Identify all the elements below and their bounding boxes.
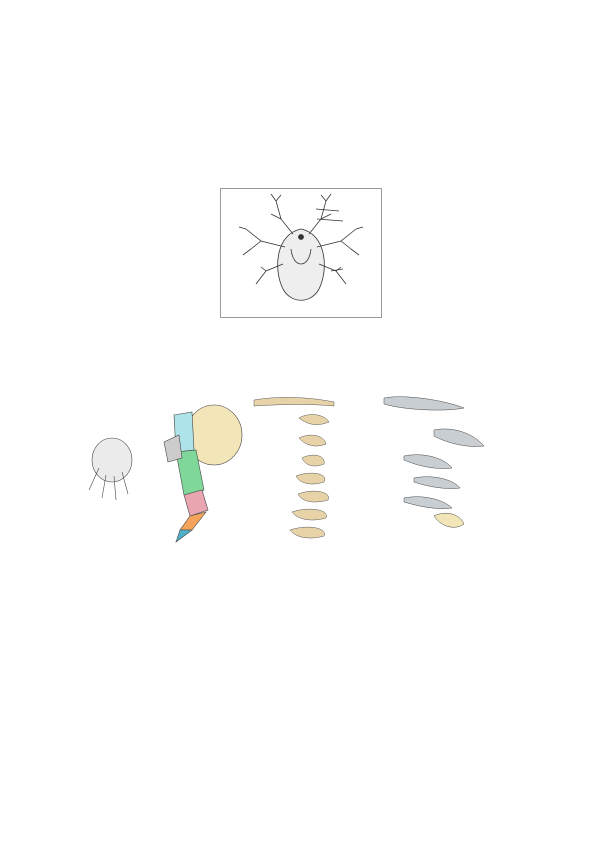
figure-apendices [84,390,524,548]
nauplius-drawing [221,189,381,317]
appendages-drawing [84,390,524,548]
paragraph-mandibulados [72,95,528,125]
figure-nauplius-larva [220,188,382,318]
